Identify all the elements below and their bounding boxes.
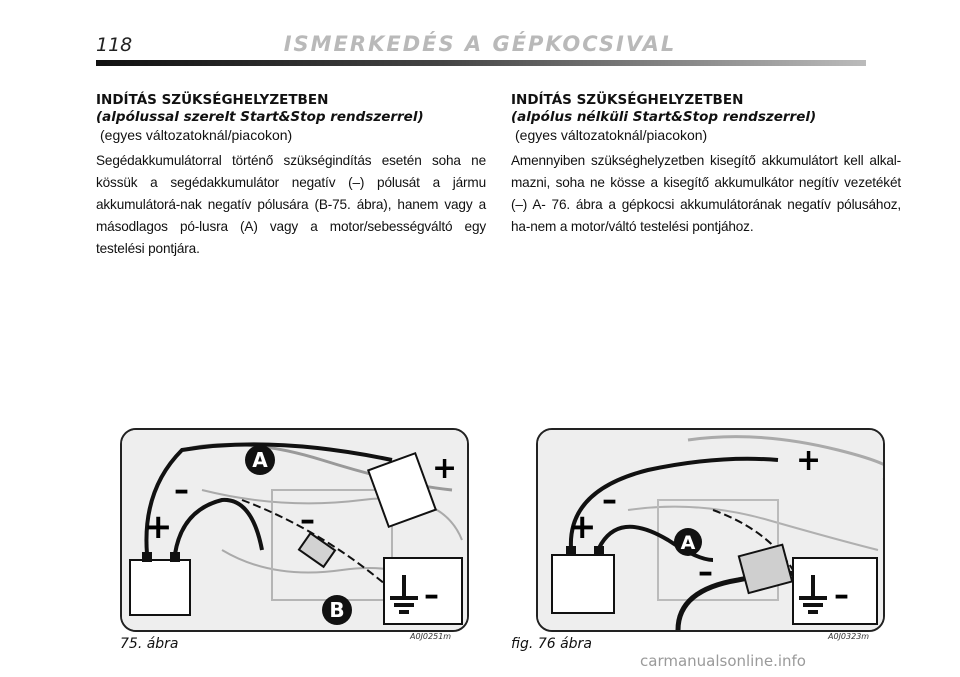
figure-76-code: A0J0323m [828,632,870,641]
header-rule [96,60,866,66]
minus-label: – [174,473,189,508]
plus-label-main: + [432,451,458,486]
auxiliary-battery-76 [552,555,614,613]
minus-label-clamp-76: – [698,555,713,590]
left-paragraph: Segédakkumulátorral történő szükségindítás esetén soha ne kössük a segédakkumulátor negatív (–) pólusát a jármu akkumulátorá-nak negatív pólusára (B-75. ábra), hanem vagy a másodlagos pó-lusra (A) vagy a motor/sebességváltó egy testelési pontjára. [96,153,486,256]
minus-label-main: – [300,503,315,538]
right-paragraph: Amennyiben szükséghelyzetben kisegítő akkumulátort kell alkal-mazni, soha ne kösse a kisegítő akkumulkátor negítív vezetékét (–) A- 76. ábra a gépkocsi akkumulátorának negatív pólusához, ha-nem a motor/váltó testelési pontjához. [511,153,901,234]
right-title-detail: (alpólus nélküli Start&Stop rendszerrel) [511,109,817,125]
right-subtitle: (egyes változatoknál/piacokon) [515,127,708,143]
ground-minus-label-76: – [834,578,849,613]
auxiliary-battery [130,560,190,615]
left-title: INDÍTÁS SZÜKSÉGHELYZETBEN [96,92,329,108]
figure-76-illustration [536,428,885,632]
figure-75-caption: 75. ábra [120,636,179,652]
label-a-76: A [680,532,696,554]
running-title: ISMERKEDÉS A GÉPKOCSIVAL [283,32,677,56]
ground-minus-label: – [424,578,439,613]
right-column [511,92,901,238]
left-column [96,92,486,260]
page-number: 118 [96,34,133,56]
label-a: A [252,448,268,472]
left-title-detail: (alpólussal szerelt Start&Stop rendszerrel) [96,109,424,125]
minus-label-76: – [602,483,617,518]
left-subtitle: (egyes változatoknál/piacokon) [100,127,293,143]
plus-label: + [144,507,173,547]
plus-label-main-76: + [796,443,822,478]
plus-label-76: + [568,507,597,547]
figure-75-code: A0J0251m [410,632,452,641]
figure-75-illustration [120,428,469,632]
right-title: INDÍTÁS SZÜKSÉGHELYZETBEN [511,92,744,108]
watermark: carmanualsonline.info [640,652,806,670]
figure-76-caption: fig. 76 ábra [511,636,592,652]
label-b: B [329,598,345,622]
